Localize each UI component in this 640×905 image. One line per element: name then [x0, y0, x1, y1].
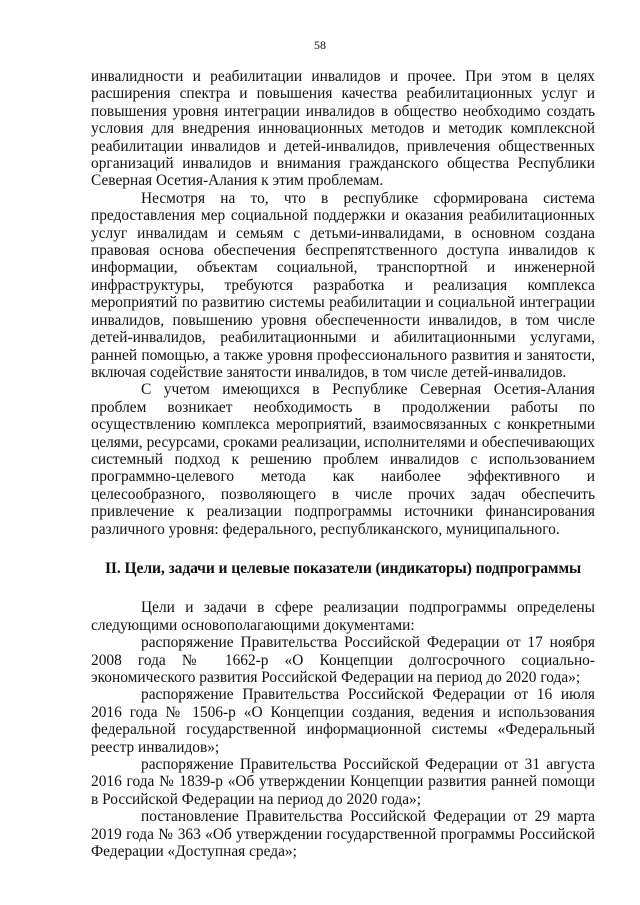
document-body — [91, 68, 595, 860]
section-heading: II. Цели, задачи и целевые показатели (индикаторы) подпрограммы — [104, 559, 582, 577]
list-item-decree-1506: распоряжение Правительства Российской Федерации от 16 июля 2016 года № 1506-р «О Концепции создания, ведения и использования федеральной государственной информационной системы «Федеральный реестр инвалидов»; — [91, 686, 595, 756]
list-item-decree-1662: распоряжение Правительства Российской Федерации от 17 ноября 2008 года № 1662-р «О Концепции долгосрочного социально-экономического развития Российской Федерации на период до 2020 года»; — [91, 634, 595, 686]
paragraph-program-approach: С учетом имеющихся в Республике Северная Осетия-Алания проблем возникает необходимость в продолжении работы по осуществлению комплекса мероприятий, взаимосвязанных с конкретными целями, ресурсами, сроками реализации, исполнителями и обеспечивающих системный подход к решению проблем инвалидов с использованием программно-целевого метода как наиболее эффективного и целесообразного, позволяющего в числе прочих задач обеспечить привлечение к реализации подпрограммы источники финансирования различного уровня: федерального, республиканского, муниципального. — [91, 381, 595, 538]
paragraph-continuation: инвалидности и реабилитации инвалидов и прочее. При этом в целях расширения спектра и повышения качества реабилитационных услуг и повышения уровня интеграции инвалидов в общество необходимо создать условия для внедрения инновационных методов и методик комплексной реабилитации инвалидов и детей-инвалидов, привлечения общественных организаций инвалидов и внимания гражданского общества Республики Северная Осетия-Алания к этим проблемам. — [91, 68, 595, 190]
paragraph-rehab-system: Несмотря на то, что в республике сформирована система предоставления мер социальной поддержки и оказания реабилитационных услуг инвалидам и семьям с детьми-инвалидами, в основном создана правовая основа обеспечения беспрепятственного доступа инвалидов к информации, объектам социальной, транспортной и инженерной инфраструктуры, требуются разработка и реализация комплекса мероприятий по развитию системы реабилитации и социальной интеграции инвалидов, повышению уровня обеспеченности инвалидов, в том числе детей-инвалидов, реабилитационными и абилитационными услугами, ранней помощью, а также уровня профессионального развития и занятости, включая содействие занятости инвалидов, в том числе детей-инвалидов. — [91, 189, 595, 381]
list-item-decree-1839: распоряжение Правительства Российской Федерации от 31 августа 2016 года № 1839-р «Об утверждении Концепции развития ранней помощи в Российской Федерации на период до 2020 года»; — [91, 756, 595, 808]
paragraph-goals-intro: Цели и задачи в сфере реализации подпрограммы определены следующими основополагающими документами: — [91, 599, 595, 634]
page-number: 58 — [314, 38, 326, 52]
list-item-resolution-363: постановление Правительства Российской Федерации от 29 марта 2019 года № 363 «Об утверждении государственной программы Российской Федерации «Доступная среда»; — [91, 808, 595, 861]
